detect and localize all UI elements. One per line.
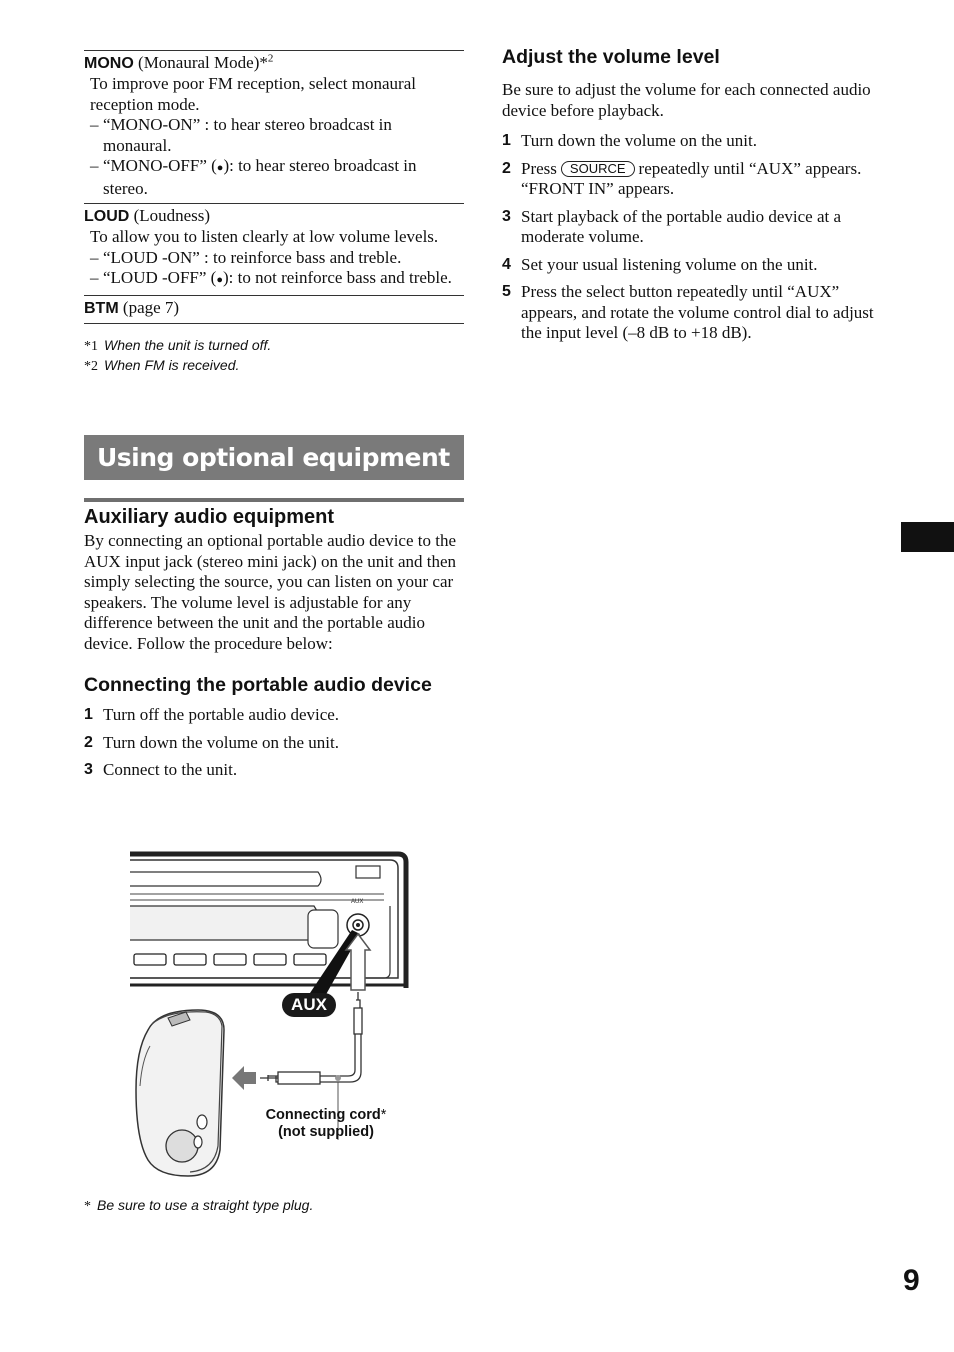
portable-audio-device — [136, 1010, 224, 1176]
list-item: 2 Turn down the volume on the unit. — [84, 732, 339, 752]
list-item: 3 Start playback of the portable audio device at a moderate volume. — [502, 206, 842, 246]
footnote: *2 When FM is received. — [84, 356, 240, 374]
volume-steps — [502, 131, 887, 344]
volume-section — [502, 46, 887, 351]
setting-option: – “LOUD -OFF” (●): to not reinforce bass and treble. — [84, 268, 464, 291]
default-dot-icon: ● — [216, 274, 223, 286]
setting-option: – “MONO-OFF” (●): to hear stereo broadcast in stereo. — [84, 156, 464, 199]
section-divider — [84, 498, 464, 502]
arrow-left-icon — [232, 1066, 256, 1090]
connecting-heading: Connecting the portable audio device — [84, 674, 432, 696]
setting-term: MONO — [84, 55, 134, 72]
aux-badge: AUX — [282, 993, 336, 1017]
list-item: 3 Connect to the unit. — [84, 760, 238, 779]
connecting-steps — [84, 705, 464, 781]
default-dot-icon: ● — [216, 162, 224, 174]
setting-btm — [84, 295, 464, 324]
page-number: 9 — [903, 1264, 920, 1297]
volume-intro: Be sure to adjust the volume for each connected audio device before playback. — [502, 80, 871, 120]
setting-option: – “MONO-ON” : to hear stereo broadcast in monaural. — [84, 115, 464, 156]
list-item: 1 Turn down the volume on the unit. — [502, 131, 757, 150]
list-item: 4 Set your usual listening volume on the unit. — [502, 254, 818, 274]
volume-heading: Adjust the volume level — [502, 46, 720, 68]
list-item: 2 Press SOURCE repeatedly until “AUX” appears. “FRONT IN” appears. — [502, 158, 862, 198]
setting-qualifier: (Loudness) — [133, 206, 211, 225]
aux-section — [84, 506, 464, 788]
footnote-ref: 2 — [267, 52, 274, 65]
section-tab-marker — [901, 522, 954, 552]
plug-note: * Be sure to use a straight type plug. — [84, 1197, 314, 1214]
setting-term: BTM — [84, 299, 119, 317]
setting-description: To allow you to listen clearly at low volume levels. — [90, 227, 439, 246]
settings-list — [84, 50, 464, 376]
cord-label: Connecting cord* (not supplied) — [265, 1107, 387, 1140]
setting-description: To improve poor FM reception, select monaural reception mode. — [90, 74, 416, 114]
source-button: SOURCE — [561, 161, 635, 177]
aux-body: By connecting an optional portable audio device to the AUX input jack (stereo mini jack) on the unit and then simply selecting the source, you can listen on your car speakers. The volume level is adjustable for any difference between the unit and the portable audio device. Follow the procedure below: — [84, 531, 457, 653]
list-item: 5 Press the select button repeatedly until “AUX” appears, and rotate the volume control dial to adjust the input level (–8 dB to +18 dB). — [502, 282, 874, 342]
list-item: 1 Turn off the portable audio device. — [84, 705, 340, 724]
aux-jack-label: AUX — [351, 899, 364, 905]
aux-heading: Auxiliary audio equipment — [84, 506, 335, 528]
setting-loud — [84, 203, 464, 295]
setting-qualifier: (Monaural Mode)* — [138, 53, 268, 72]
footnote: *1 When the unit is turned off. — [84, 336, 272, 354]
section-title-banner: Using optional equipment — [84, 435, 464, 480]
setting-term: LOUD — [84, 208, 130, 225]
setting-mono — [84, 50, 464, 203]
setting-option: – “LOUD -ON” : to reinforce bass and treble. — [84, 248, 464, 269]
setting-page-ref: (page 7) — [122, 297, 180, 317]
